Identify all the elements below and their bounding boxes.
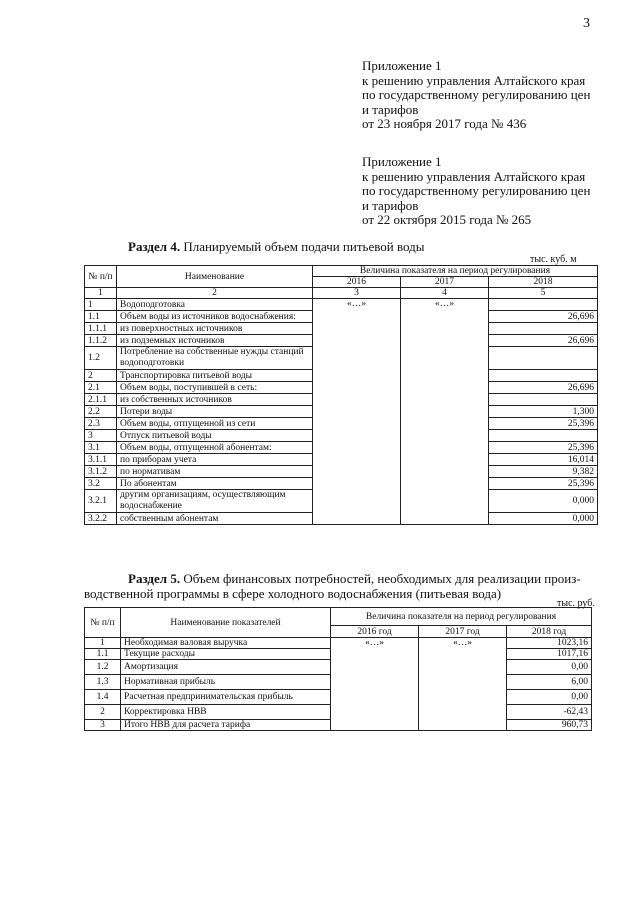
row-name: Итого НВВ для расчета тарифа (121, 720, 331, 731)
value-2018: 0,000 (489, 490, 598, 513)
header-name: Наименование (117, 266, 313, 288)
section4-prefix: Раздел 4. (128, 239, 181, 254)
header-year: 2017 (401, 277, 489, 288)
value-2018: 26,696 (489, 382, 598, 394)
section5-unit: тыс. руб. (557, 598, 595, 609)
appendix-line: по государственному регулированию цен (362, 87, 591, 103)
appendix-line: по государственному регулированию цен (362, 183, 591, 199)
row-name: Отпуск питьевой воды (117, 430, 313, 442)
row-name: Объем воды, поступившей в сеть: (117, 382, 313, 394)
section4-title (128, 239, 425, 255)
appendix-title: Приложение 1 (362, 154, 442, 169)
appendix-line: к решению управления Алтайского края (362, 168, 586, 184)
value-2018 (489, 299, 598, 311)
header-year: 2016 (313, 277, 401, 288)
row-num: 3.1.1 (85, 454, 117, 466)
row-name: Потери воды (117, 406, 313, 418)
row-num: 3.1 (85, 442, 117, 454)
row-name: по нормативам (117, 466, 313, 478)
value-2018: 25,396 (489, 442, 598, 454)
section5-title (128, 571, 593, 586)
row-num: 1.2 (85, 660, 121, 675)
row-num: 1 (85, 638, 121, 649)
row-name: Объем воды, отпущенной абонентам: (117, 442, 313, 454)
row-num: 3 (85, 720, 121, 731)
value-2018: 1017,16 (507, 649, 592, 660)
value-2017: «…» (419, 638, 507, 731)
row-num: 1.4 (85, 690, 121, 705)
value-2018 (489, 394, 598, 406)
header-num: № п/п (85, 608, 121, 638)
value-2018: 26,696 (489, 311, 598, 323)
value-2018: 26,696 (489, 335, 598, 347)
row-num: 1.2 (85, 347, 117, 370)
row-num: 2 (85, 370, 117, 382)
row-name: Потребление на собственные нужды станций водоподготовки (117, 347, 313, 370)
row-name: По абонентам (117, 478, 313, 490)
row-name: Необходимая валовая выручка (121, 638, 331, 649)
value-2018 (489, 323, 598, 335)
value-2018: 25,396 (489, 418, 598, 430)
col-number: 2 (117, 288, 313, 299)
value-2016: «…» (313, 299, 401, 525)
row-num: 3.2.2 (85, 513, 117, 525)
row-name: собственным абонентам (117, 513, 313, 525)
row-num: 3 (85, 430, 117, 442)
value-2016: «…» (331, 638, 419, 731)
row-num: 1.3 (85, 675, 121, 690)
header-year: 2017 год (419, 626, 507, 638)
header-row (85, 266, 598, 277)
header-period: Величина показателя на период регулирования (331, 608, 592, 626)
value-2018: -62,43 (507, 705, 592, 720)
header-period: Величина показателя на период регулирования (313, 266, 598, 277)
col-number: 3 (313, 288, 401, 299)
value-2018: 6,00 (507, 675, 592, 690)
value-2018: 0,000 (489, 513, 598, 525)
row-name: Корректировка НВВ (121, 705, 331, 720)
header-row (85, 608, 592, 626)
row-name: Объем воды, отпущенной из сети (117, 418, 313, 430)
row-num: 1.1 (85, 649, 121, 660)
row-num: 2 (85, 705, 121, 720)
appendix-line: и тарифов (362, 197, 419, 213)
col-number: 1 (85, 288, 117, 299)
header-year: 2018 год (507, 626, 592, 638)
row-name: другим организациям, осуществляющим водоснабжение (117, 490, 313, 513)
value-2018 (489, 347, 598, 370)
row-num: 1.1 (85, 311, 117, 323)
row-name: Транспортировка питьевой воды (117, 370, 313, 382)
row-name: Текущие расходы (121, 649, 331, 660)
row-num: 3.2.1 (85, 490, 117, 513)
column-number-row (85, 288, 598, 299)
value-2017: «…» (401, 299, 489, 525)
value-2018: 1,300 (489, 406, 598, 418)
section4-unit: тыс. куб. м (530, 254, 577, 265)
value-2018 (489, 370, 598, 382)
appendix-date: от 23 ноября 2017 года № 436 (362, 116, 527, 132)
appendix-previous (362, 155, 590, 228)
value-2018: 9,382 (489, 466, 598, 478)
appendix-line: к решению управления Алтайского края (362, 72, 586, 88)
row-name: Водоподготовка (117, 299, 313, 311)
table-row (85, 299, 598, 311)
row-num: 2.2 (85, 406, 117, 418)
header-name: Наименование показателей (121, 608, 331, 638)
row-name: из собственных источников (117, 394, 313, 406)
section5-heading-line1: Объем финансовых потребностей, необходимых для реализации произ- (183, 571, 581, 586)
value-2018: 0,00 (507, 690, 592, 705)
section5-title-line2: водственной программы в сфере холодного водоснабжения (питьевая вода) (84, 586, 502, 601)
row-name: Амортизация (121, 660, 331, 675)
row-num: 3.1.2 (85, 466, 117, 478)
row-num: 3.2 (85, 478, 117, 490)
row-name: Объем воды из источников водоснабжения: (117, 311, 313, 323)
row-name: Нормативная прибыль (121, 675, 331, 690)
header-year: 2018 (489, 277, 598, 288)
row-num: 2.1 (85, 382, 117, 394)
page-number: 3 (583, 16, 590, 31)
row-num: 2.1.1 (85, 394, 117, 406)
value-2018 (489, 430, 598, 442)
row-num: 2.3 (85, 418, 117, 430)
appendix-current (362, 59, 590, 132)
row-name: Расчетная предпринимательская прибыль (121, 690, 331, 705)
row-name: из поверхностных источников (117, 323, 313, 335)
section4-heading: Планируемый объем подачи питьевой воды (183, 239, 425, 254)
section5-table (84, 607, 592, 731)
section5-prefix: Раздел 5. (128, 571, 181, 586)
appendix-line: и тарифов (362, 101, 419, 117)
row-num: 1.1.2 (85, 335, 117, 347)
value-2018: 25,396 (489, 478, 598, 490)
value-2018: 1023,16 (507, 638, 592, 649)
appendix-date: от 22 октября 2015 года № 265 (362, 212, 532, 228)
header-year: 2016 год (331, 626, 419, 638)
section4-table (84, 265, 598, 525)
col-number: 4 (401, 288, 489, 299)
header-num: № п/п (85, 266, 117, 288)
value-2018: 0,00 (507, 660, 592, 675)
row-name: из подземных источников (117, 335, 313, 347)
appendix-title: Приложение 1 (362, 58, 442, 73)
row-num: 1 (85, 299, 117, 311)
row-num: 1.1.1 (85, 323, 117, 335)
col-number: 5 (489, 288, 598, 299)
value-2018: 960,73 (507, 720, 592, 731)
row-name: по приборам учета (117, 454, 313, 466)
table-row (85, 638, 592, 649)
value-2018: 16,014 (489, 454, 598, 466)
